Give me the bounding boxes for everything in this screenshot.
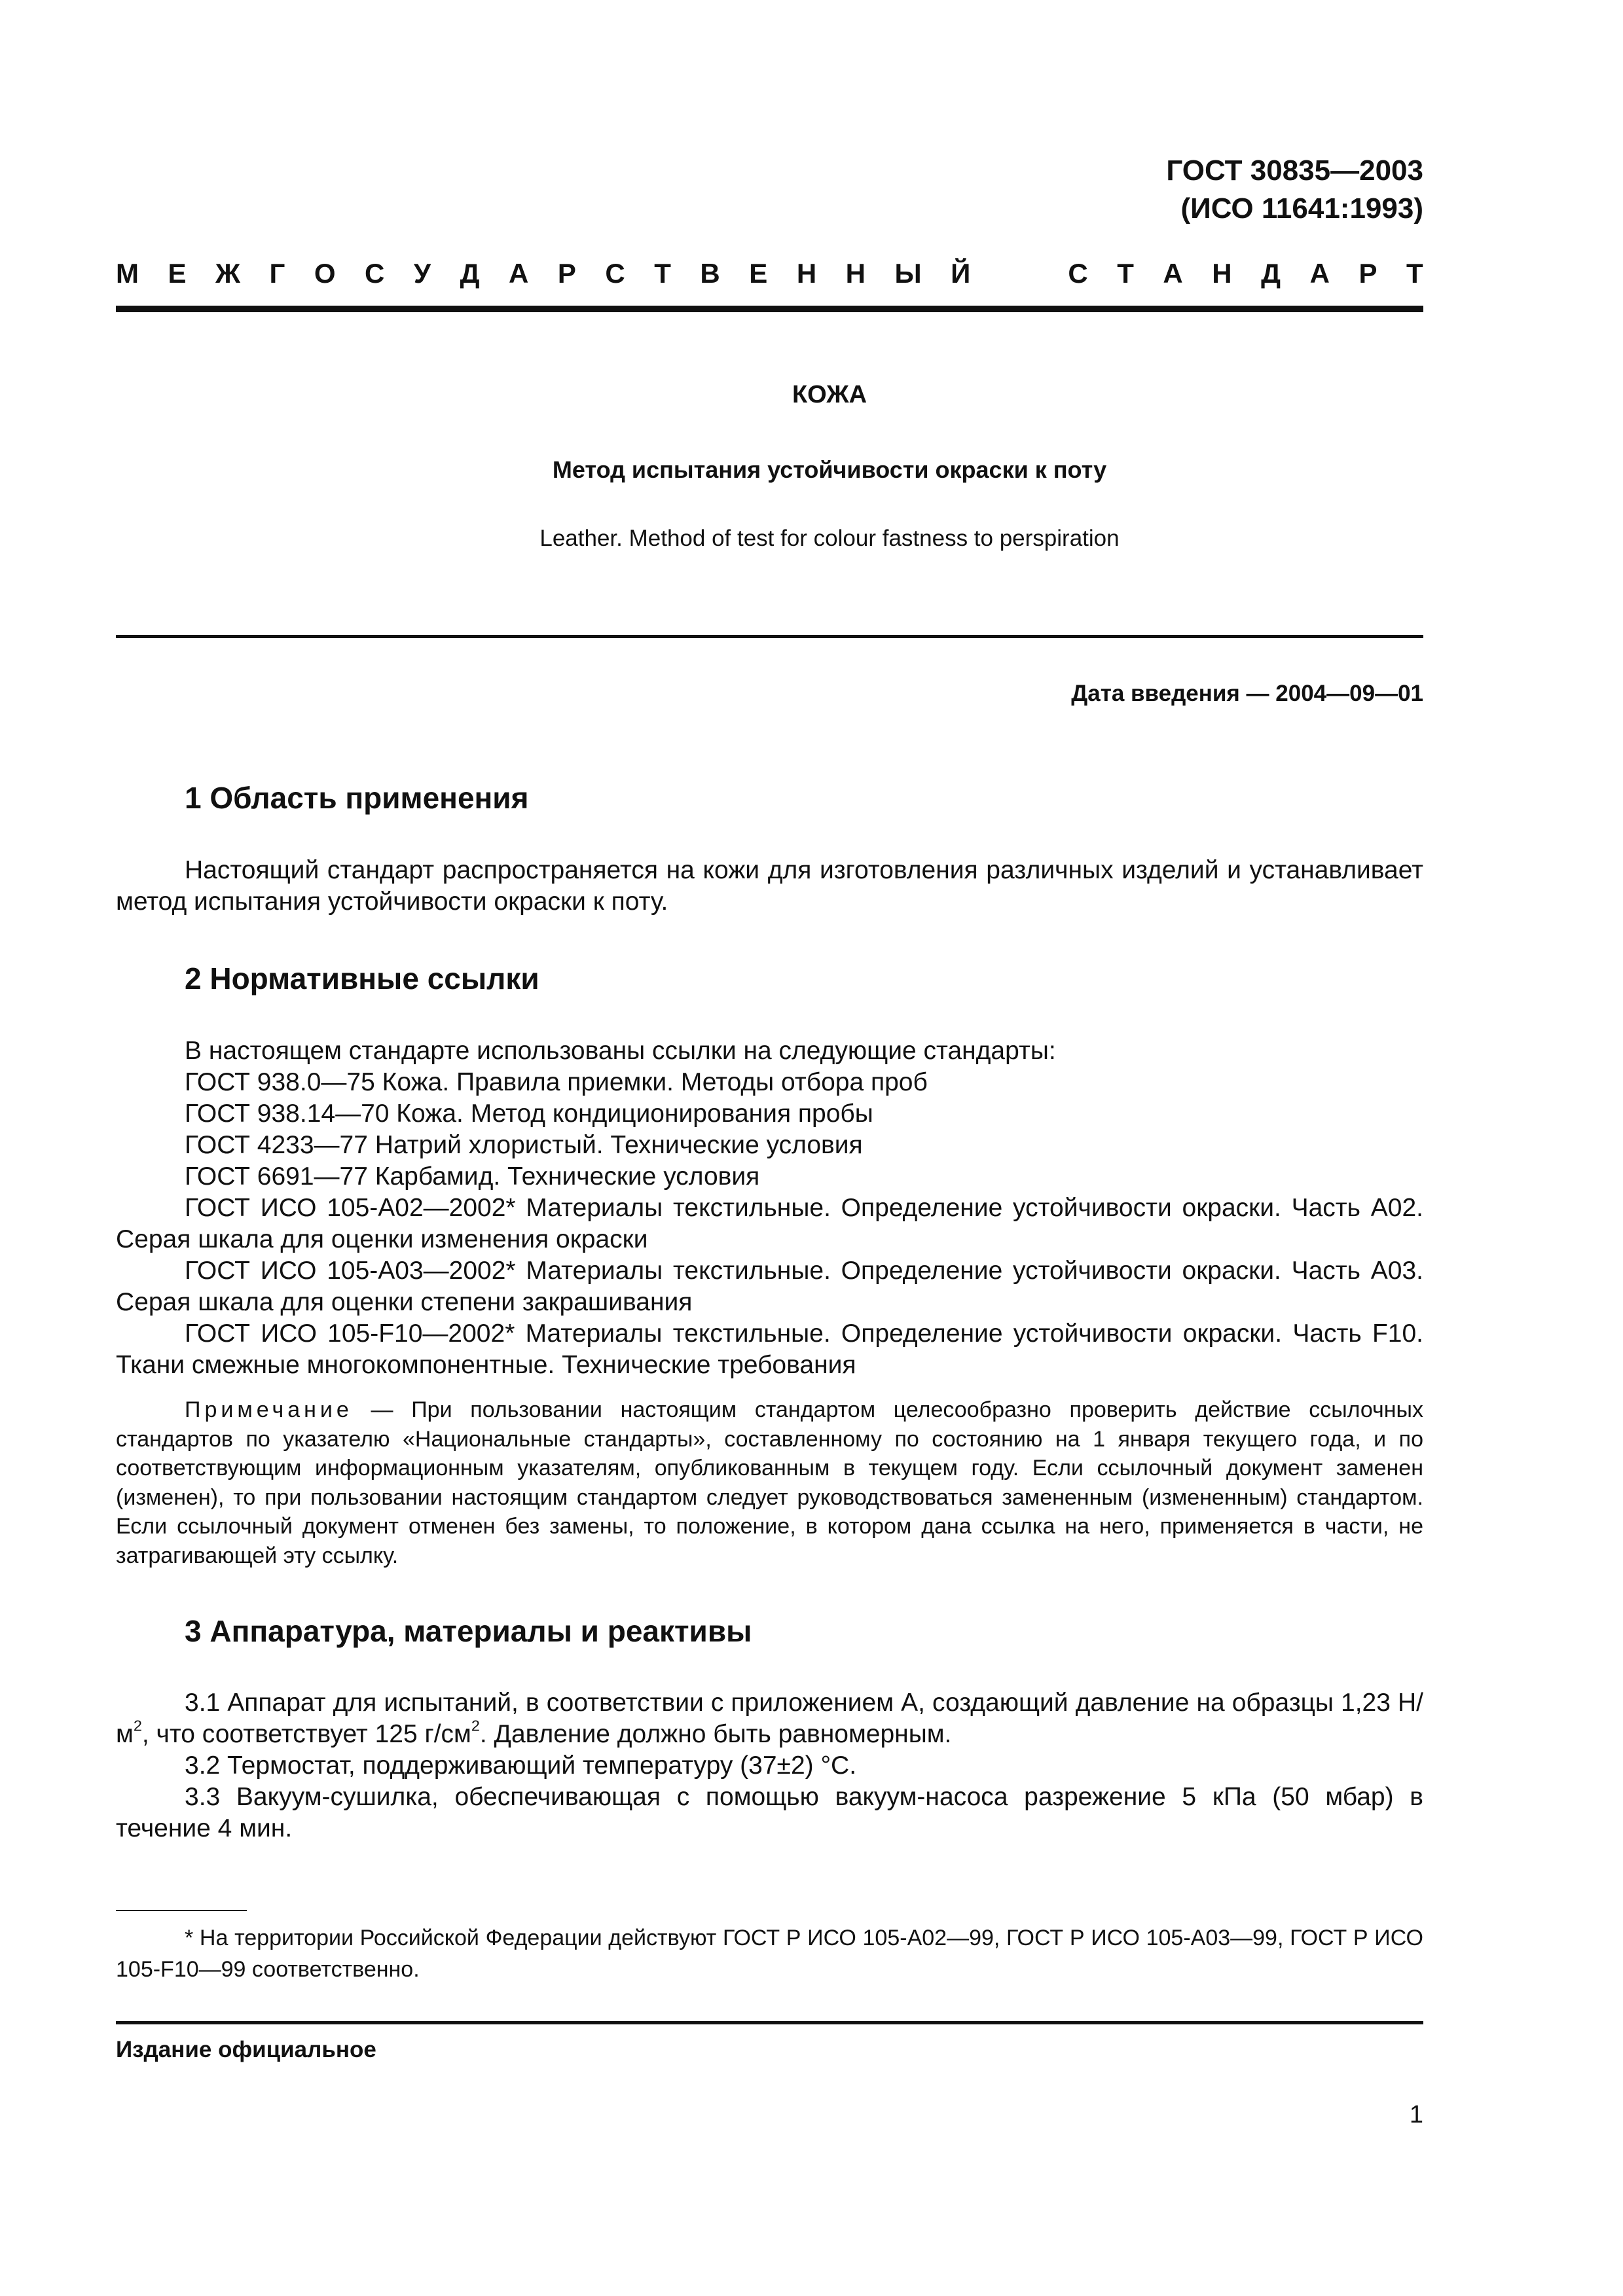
gost-number: ГОСТ 30835—2003 <box>1166 154 1423 187</box>
document-code <box>1166 152 1423 228</box>
section-3-heading: 3 Аппаратура, материалы и реактивы <box>185 1614 752 1648</box>
banner-letter: Н <box>796 258 817 289</box>
banner-letter: Т <box>1117 258 1134 289</box>
banner-letter: Д <box>460 258 480 289</box>
page-number: 1 <box>1409 2101 1423 2128</box>
section-1-body <box>116 855 1423 918</box>
banner-letter: О <box>314 258 336 289</box>
banner-letter: Г <box>269 258 285 289</box>
banner-letter: Р <box>1359 258 1377 289</box>
note-text: — При пользовании настоящим стандартом целесообразно проверить действие ссылочных стандартов по указателю «Национальные стандарты», составленному по состоянию на 1 января текущего года, и по соответствующим информационным указателям, опубликованным в текущем году. Если ссылочный документ заменен (изменен), то при пользовании настоящим стандартом следует руководствоваться замененным (измененным) стандартом. Если ссылочный документ отменен без замены, то положение, в котором дана ссылка на него, применяется в части, не затрагивающей эту ссылку. <box>116 1397 1423 1568</box>
banner-letter: Н <box>1212 258 1232 289</box>
note-block <box>116 1395 1423 1570</box>
normative-references <box>116 1035 1423 1381</box>
note-label: Примечание <box>185 1397 353 1422</box>
reference-item: ГОСТ ИСО 105-А03—2002* Материалы текстильные. Определение устойчивости окраски. Часть А03. Серая шкала для оценки степени закрашивания <box>116 1257 1423 1316</box>
banner-letter: Р <box>557 258 576 289</box>
references-lead: В настоящем стандарте использованы ссылки на следующие стандарты: <box>185 1037 1056 1065</box>
banner-letter: Й <box>951 258 971 289</box>
banner-letter: У <box>413 258 431 289</box>
banner-letter: В <box>700 258 720 289</box>
footnote-text: * На территории Российской Федерации действуют ГОСТ Р ИСО 105-А02—99, ГОСТ Р ИСО 105-А03—99, ГОСТ Р ИСО 105-F10—99 соответственно. <box>116 1926 1423 1982</box>
banner-word-gap <box>1000 257 1039 291</box>
section-2-heading: 2 Нормативные ссылки <box>185 961 539 996</box>
reference-item: ГОСТ 4233—77 Натрий хлористый. Технические условия <box>185 1131 863 1159</box>
footnote-separator <box>116 1910 247 1911</box>
footer-rule <box>116 2021 1423 2024</box>
reference-item: ГОСТ 938.0—75 Кожа. Правила приемки. Методы отбора проб <box>185 1068 928 1096</box>
english-title: Leather. Method of test for colour fastness to perspiration <box>539 526 1120 551</box>
section-3-body <box>116 1687 1423 1844</box>
banner-letter: Е <box>168 258 187 289</box>
iso-number: (ИСО 11641:1993) <box>1180 192 1423 224</box>
banner-letter: Т <box>654 258 671 289</box>
scope-paragraph: Настоящий стандарт распространяется на кожи для изготовления различных изделий и устанавливает метод испытания устойчивости окраски к поту. <box>116 856 1423 916</box>
banner-letter: С <box>605 258 625 289</box>
banner-letter: Е <box>749 258 768 289</box>
banner-letter: Д <box>1261 258 1281 289</box>
banner-letter: Ж <box>215 258 241 289</box>
document-title: КОЖА <box>792 381 867 408</box>
banner-letter: С <box>365 258 385 289</box>
banner-letter: А <box>1309 258 1330 289</box>
reference-item: ГОСТ ИСО 105-А02—2002* Материалы текстильные. Определение устойчивости окраски. Часть А02. Серая шкала для оценки изменения окраски <box>116 1194 1423 1253</box>
official-edition-label: Издание официальное <box>116 2037 376 2062</box>
title-rule <box>116 635 1423 638</box>
banner-letter: А <box>509 258 529 289</box>
header-thick-rule <box>116 306 1423 312</box>
reference-item: ГОСТ ИСО 105-F10—2002* Материалы текстильные. Определение устойчивости окраски. Часть F10. Ткани смежные многокомпонентные. Технические требования <box>116 1319 1423 1379</box>
item-3-3: 3.3 Вакуум-сушилка, обеспечивающая с помощью вакуум-насоса разрежение 5 кПа (50 мбар) в течение 4 мин. <box>116 1783 1423 1842</box>
reference-item: ГОСТ 6691—77 Карбамид. Технические условия <box>185 1162 760 1191</box>
interstate-standard-banner <box>116 257 1423 291</box>
introduction-date: Дата введения — 2004—09—01 <box>1071 681 1423 706</box>
item-3-1: 3.1 Аппарат для испытаний, в соответствии с приложением А, создающий давление на образцы 1,23 $Н/м^2$, что соответствует 125 $г/см^2$. Давление должно быть равномерным. <box>116 1689 1423 1748</box>
reference-item: ГОСТ 938.14—70 Кожа. Метод кондиционирования пробы <box>185 1100 873 1128</box>
banner-letter: Т <box>1406 258 1423 289</box>
banner-letter: М <box>116 258 139 289</box>
document-subtitle: Метод испытания устойчивости окраски к поту <box>552 456 1107 483</box>
section-1-heading: 1 Область применения <box>185 781 529 815</box>
banner-letter: С <box>1068 258 1088 289</box>
banner-letter: Ы <box>894 258 922 289</box>
banner-letter: А <box>1163 258 1183 289</box>
banner-letter: Н <box>845 258 866 289</box>
item-3-2: 3.2 Термостат, поддерживающий температуру (37±2) °С. <box>185 1751 857 1780</box>
footnote <box>116 1922 1423 1985</box>
